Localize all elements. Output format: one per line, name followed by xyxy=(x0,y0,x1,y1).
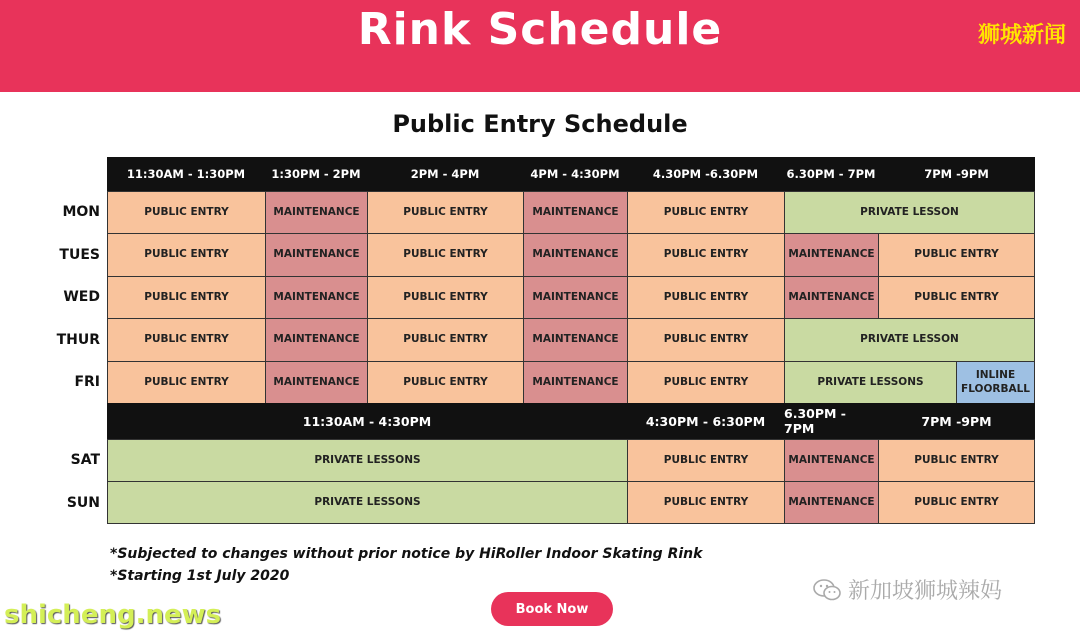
schedule-cell: MAINTENANCE xyxy=(784,276,879,319)
schedule-cell: MAINTENANCE xyxy=(523,191,628,234)
schedule-cell: MAINTENANCE xyxy=(784,481,879,524)
schedule-cell: MAINTENANCE xyxy=(265,233,368,277)
schedule-cell: MAINTENANCE xyxy=(784,233,879,277)
schedule-cell: PUBLIC ENTRY xyxy=(878,233,1035,277)
header-slot-7: 7PM -9PM xyxy=(924,167,989,181)
day-label-sat: SAT xyxy=(70,452,100,468)
schedule-cell: PUBLIC ENTRY xyxy=(627,361,785,404)
schedule-cell: PRIVATE LESSONS xyxy=(107,439,628,482)
schedule-cell: INLINE FLOORBALL xyxy=(956,361,1035,404)
wechat-icon xyxy=(812,578,842,602)
schedule-cell: PUBLIC ENTRY xyxy=(107,361,266,404)
schedule-cell: PUBLIC ENTRY xyxy=(367,361,524,404)
schedule-cell: PUBLIC ENTRY xyxy=(627,233,785,277)
weekend-header-slot-3: 6.30PM - 7PM xyxy=(784,406,846,436)
schedule-cell: PUBLIC ENTRY xyxy=(367,233,524,277)
note-line-2: *Starting 1st July 2020 xyxy=(110,568,290,584)
schedule-title: Public Entry Schedule xyxy=(392,110,688,138)
note-line-1: *Subjected to changes without prior notice by HiRoller Indoor Skating Rink xyxy=(110,546,703,562)
header-slot-5: 4.30PM -6.30PM xyxy=(652,167,759,181)
schedule-cell: PRIVATE LESSON xyxy=(784,318,1035,362)
schedule-cell: MAINTENANCE xyxy=(784,439,879,482)
schedule-cell: PUBLIC ENTRY xyxy=(107,276,266,319)
day-label-mon: MON xyxy=(62,204,100,220)
schedule-cell: PUBLIC ENTRY xyxy=(627,276,785,319)
schedule-cell: PRIVATE LESSONS xyxy=(784,361,957,404)
schedule-cell: MAINTENANCE xyxy=(523,233,628,277)
header-slot-6: 6.30PM - 7PM xyxy=(786,167,876,181)
schedule-cell: PUBLIC ENTRY xyxy=(107,191,266,234)
site-watermark: shicheng.news xyxy=(4,600,222,630)
schedule-cell: MAINTENANCE xyxy=(265,318,368,362)
schedule-cell: PUBLIC ENTRY xyxy=(367,318,524,362)
day-label-wed: WED xyxy=(63,289,100,305)
schedule-cell: PUBLIC ENTRY xyxy=(627,439,785,482)
weekend-header-slot-1: 11:30AM - 4:30PM xyxy=(302,413,432,429)
brand-label: 狮城新闻 xyxy=(977,23,1066,48)
schedule-cell: PUBLIC ENTRY xyxy=(627,481,785,524)
header-slot-1: 11:30AM - 1:30PM xyxy=(126,167,246,181)
schedule-cell: PUBLIC ENTRY xyxy=(878,481,1035,524)
schedule-cell: PUBLIC ENTRY xyxy=(627,318,785,362)
page-title: Rink Schedule xyxy=(357,4,723,55)
schedule-cell: PUBLIC ENTRY xyxy=(878,439,1035,482)
schedule-cell: PUBLIC ENTRY xyxy=(107,318,266,362)
day-label-fri: FRI xyxy=(74,374,100,390)
schedule-cell: MAINTENANCE xyxy=(265,361,368,404)
schedule-cell: MAINTENANCE xyxy=(265,276,368,319)
schedule-cell: MAINTENANCE xyxy=(265,191,368,234)
schedule-cell: PUBLIC ENTRY xyxy=(878,276,1035,319)
schedule-cell: PUBLIC ENTRY xyxy=(367,191,524,234)
header-slot-4: 4PM - 4:30PM xyxy=(530,167,620,181)
schedule-cell: PUBLIC ENTRY xyxy=(367,276,524,319)
weekend-header-slot-2: 4:30PM - 6:30PM xyxy=(645,413,766,429)
wechat-account-name: 新加坡狮城辣妈 xyxy=(848,579,1003,604)
schedule-cell: MAINTENANCE xyxy=(523,361,628,404)
day-label-tues: TUES xyxy=(59,246,100,263)
schedule-cell: MAINTENANCE xyxy=(523,318,628,362)
page-header xyxy=(0,0,1080,92)
header-slot-3: 2PM - 4PM xyxy=(410,167,480,181)
wechat-watermark xyxy=(812,574,1002,605)
schedule-cell: PUBLIC ENTRY xyxy=(627,191,785,234)
book-now-button[interactable]: Book Now xyxy=(491,592,613,626)
schedule-cell: PRIVATE LESSON xyxy=(784,191,1035,234)
schedule-cell: PUBLIC ENTRY xyxy=(107,233,266,277)
day-label-thur: THUR xyxy=(56,331,100,348)
weekend-header-slot-4: 7PM -9PM xyxy=(921,413,992,429)
day-label-sun: SUN xyxy=(66,494,100,511)
schedule-cell: MAINTENANCE xyxy=(523,276,628,319)
header-slot-2: 1:30PM - 2PM xyxy=(271,167,361,181)
schedule-cell: PRIVATE LESSONS xyxy=(107,481,628,524)
